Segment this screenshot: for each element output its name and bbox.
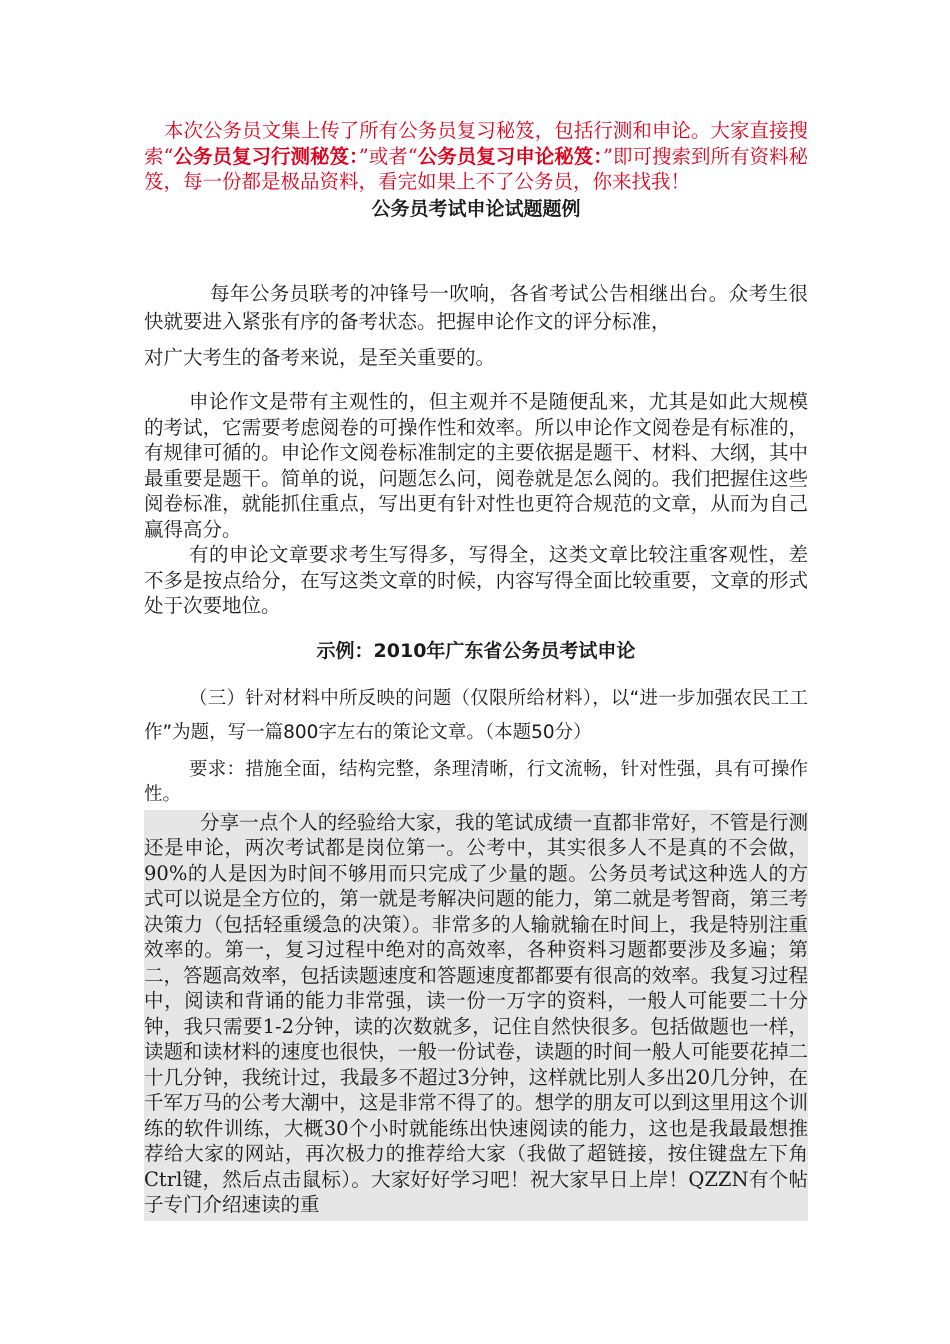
- paragraph-grading-standard: 申论作文是带有主观性的，但主观并不是随便乱来，尤其是如此大规模的考试，它需要考虑阅卷的可操作性和效率。所以申论作文阅卷是有标准的，有规律可循的。申论作文阅卷标准制定的主要依据是题干、材料、大纲，其中最重要是题干。简单的说，问题怎么问，阅卷就是怎么阅的。我们把握住这些阅卷标准，就能抓住重点，写出更有针对性也更符合规范的文章，从而为自己赢得高分。: [144, 390, 808, 541]
- example-title: 示例：2010年广东省公务员考试申论: [316, 639, 636, 662]
- document-content: [144, 118, 808, 1221]
- promo-text-1: 本次公务员文集上传了所有公务员复习秘笈，包括行测和申论。大家直接搜索“: [144, 119, 808, 168]
- intro-paragraph: 每年公务员联考的冲锋号一吹响，各省考试公告相继出台。众考生很快就要进入紧张有序的备考状态。把握申论作文的评分标准，: [144, 281, 808, 333]
- promo-text-2: ”或者“: [358, 144, 418, 168]
- example-question: （三）针对材料中所反映的问题（仅限所给材料），以“进一步加强农民工工作”为题，写一篇800字左右的策论文章。（本题50分）: [144, 687, 808, 743]
- example-requirement: 要求：措施全面，结构完整，条理清晰，行文流畅，针对性强，具有可操作性。: [144, 758, 808, 805]
- promo-keyword-shenlun: 公务员复习申论秘笈：: [417, 144, 603, 168]
- promo-keyword-xingce: 公务员复习行测秘笈：: [173, 144, 359, 168]
- shared-experience-paragraph: 分享一点个人的经验给大家，我的笔试成绩一直都非常好，不管是行测还是申论，两次考试都是岗位第一。公考中，其实很多人不是真的不会做，90%的人是因为时间不够用而只完成了少量的题。公务员考试这种选人的方式可以说是全方位的，第一就是考解决问题的能力，第二就是考智商，第三考决策力（包括轻重缓急的决策）。非常多的人输就输在时间上，我是特别注重效率的。第一，复习过程中绝对的高效率，各种资料习题都要涉及多遍；第二，答题高效率，包括读题速度和答题速度都都要有很高的效率。我复习过程中，阅读和背诵的能力非常强，读一份一万字的资料，一般人可能要二十分钟，我只需要1-2分钟，读的次数就多，记住自然快很多。包括做题也一样，读题和读材料的速度也很快，一般一份试卷，读题的时间一般人可能要花掉二十几分钟，我统计过，我最多不超过3分钟，这样就比别人多出20几分钟，在千军万马的公考大潮中，这是非常不得了的。想学的朋友可以到这里用这个训练的软件训练，大概30个小时就能练出快速阅读的能力，这也是我最最想推荐给大家的网站，再次极力的推荐给大家（我做了超链接，按住键盘左下角Ctrl键，然后点击鼠标）。大家好好学习吧！祝大家早日上岸！QZZN有个帖子专门介绍速读的重: [144, 810, 808, 1221]
- promo-text-3: ”即可搜索到所有资料秘笈，每一份都是极品资料，看完如果上不了公务员，你来找我！: [144, 144, 808, 193]
- promo-notice: [144, 118, 808, 195]
- intro-paragraph-continued: 对广大考生的备考来说，是至关重要的。: [144, 345, 496, 369]
- document-title: 公务员考试申论试题题例: [371, 197, 581, 220]
- paragraph-objective-essays: 有的申论文章要求考生写得多，写得全，这类文章比较注重客观性，差不多是按点给分，在写这类文章的时候，内容写得全面比较重要，文章的形式处于次要地位。: [144, 543, 808, 617]
